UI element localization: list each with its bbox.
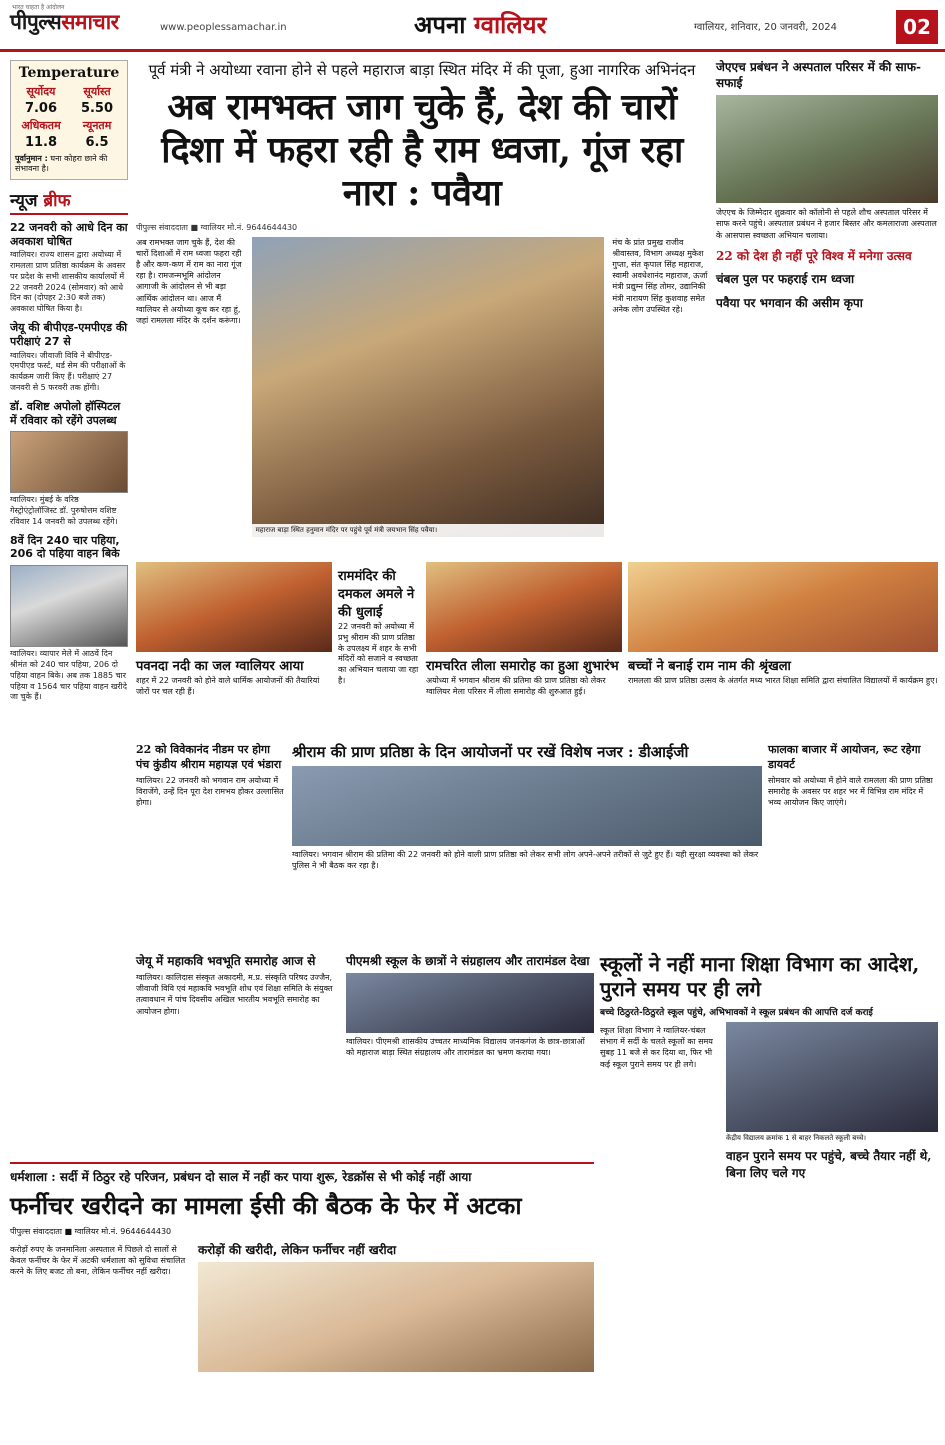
story-text: 22 जनवरी को अयोध्या में प्रभु श्रीराम की प्राण प्रतिष्ठा के उपलक्ष्य में शहर के सभी मंदिरों को सजाने व स्वच्छता का अभियान चलाया जा रहा है।	[338, 622, 419, 685]
story-title: रामचरित लीला समारोह का हुआ शुभारंभ	[426, 659, 619, 674]
section-title-part-2: ग्वालियर	[473, 10, 547, 39]
ramlila-photo	[426, 562, 622, 652]
story-children-chain[interactable]	[628, 562, 938, 718]
brief-title: डॉ. वशिष्ट अपोलो हॉस्पिटल में रविवार को रहेंगे उपलब्ध	[10, 399, 121, 427]
cleaning-photo	[716, 95, 938, 203]
furniture-text: करोड़ों रुपए के जनमानिला अस्पताल में पिछले दो सालों से केवल फर्नीचर के फेर में अटकी धर्मशाला को सुविधा संचालित करने के लिए बजट तो बना, लेकिन फर्नीचर नहीं खरीदा।	[10, 1245, 186, 1277]
dig-text: ग्वालियर। भगवान श्रीराम की प्रतिमा की 22 जनवरी को होने वाली प्राण प्रतिष्ठा को लेकर सभी लोग अपने-अपने तरीकों से जुटे हुए हैं। यही सुरक्षा व्यवस्था को लेकर पुलिस ने भी बैठक कर रहा है।	[292, 850, 759, 871]
school-side-title: वाहन पुराने समय पर पहुंचे, बच्चे तैयार नहीं थे, बिना लिए चले गए	[726, 1149, 932, 1180]
news-brief-header	[10, 188, 128, 215]
sunrise-label: सूर्योदय	[26, 85, 56, 98]
brief-text: ग्वालियर। मुंबई के वरिष्ठ गेस्ट्रोएंट्रोलॉजिस्ट डॉ. पुरुषोत्तम वशिष्ट रविवार 14 जनवरी को उपलब्ध रहेंगे।	[10, 495, 118, 526]
story-title: 22 को विवेकानंद नीडम पर होगा पंच कुंडीय श्रीराम महायज्ञ एवं भंडारा	[136, 743, 282, 771]
lead-photo-caption: महाराज बाड़ा स्थित हनुमान मंदिर पर पहुंचे पूर्व मंत्री जयभान सिंह पवैया।	[252, 524, 605, 537]
brief-item[interactable]	[10, 321, 128, 394]
school-photo-col	[726, 1022, 938, 1181]
brief-title: 8वें दिन 240 चार पहिया, 206 दो पहिया वाहन बिके	[10, 533, 120, 561]
brief-title: 22 जनवरी को आधे दिन का अवकाश घोषित	[10, 220, 128, 248]
building-photo	[198, 1262, 594, 1372]
logo-part-1: पीपुल्स	[10, 9, 62, 34]
school-text: स्कूल शिक्षा विभाग ने ग्वालियर-चंबल संभाग में सर्दी के चलते स्कूलों का समय सुबह 11 बजे से कर दिया था, फिर भी कई स्कूल पुराने समय पर ही लगे।	[600, 1026, 713, 1069]
lead-photo	[252, 237, 605, 537]
furniture-photo-col	[198, 1241, 594, 1372]
story-title: फालका बाजार में आयोजन, रूट रहेगा डायवर्ट	[768, 743, 921, 771]
river-water-photo	[136, 562, 332, 652]
story-river-water[interactable]	[136, 562, 332, 718]
logo-part-2: समाचार	[61, 9, 119, 34]
right-text: जेएएच के जिम्मेदार शुक्रवार को कॉलोनी से पहले शौच अस्पताल परिसर में साफ करने पहुंचे। अस्पताल प्रबंधन ने हजार बिस्तर और कमलाराजा अस्पताल के आसपास स्वच्छता अभियान चलाया।	[716, 208, 937, 240]
news-brief-label-2: ब्रीफ	[43, 190, 71, 211]
right-column	[716, 60, 938, 312]
story-title: राममंदिर की दमकल अमले ने की धुलाई	[338, 569, 415, 620]
section-title	[414, 8, 546, 41]
furniture-kicker: धर्मशाला : सर्दी में ठिठुर रहे परिजन, प्रबंधन दो साल में नहीं कर पाया शुरू, रेडक्रॉस से भी कोई नहीं आया	[10, 1170, 472, 1184]
tagline: भारत चाहता है आंदोलन	[12, 4, 65, 11]
forecast-text: घना कोहरा छाने की संभावना है।	[15, 154, 108, 174]
dig-meeting-photo	[292, 766, 762, 846]
brief-text: ग्वालियर। व्यापार मेले में आठवें दिन श्रीमंत को 240 चार पहिया, 206 दो पहिया वाहन बिके। अब तक 1885 चार पहिया व 1564 चार पहिया वाहन खरीदे जा चुके हैं।	[10, 649, 127, 702]
sunset-label: सूर्यास्त	[83, 85, 111, 98]
temperature-grid	[15, 84, 123, 150]
masthead	[0, 0, 945, 52]
furniture-headline: फर्नीचर खरीदने का मामला ईसी की बैठक के फेर में अटका	[10, 1191, 522, 1220]
right-headline[interactable]: जेएएच प्रबंधन ने अस्पताल परिसर में की साफ-सफाई	[716, 60, 921, 90]
story-text: ग्वालियर। कालिदास संस्कृत अकादमी, म.प्र. संस्कृति परिषद उज्जैन, जीवाजी विवि एवं महाकवि भवभूति शोध एवं शिक्षा समिति के संयुक्त तत्वावधान में पांच दिवसीय अखिल भारतीय भवभूति समारोह का आयोजन होगा।	[136, 973, 333, 1016]
brief-item[interactable]	[10, 400, 128, 528]
story-text: अयोध्या में भगवान श्रीराम की प्रतिमा की प्राण प्रतिष्ठा को लेकर ग्वालियर मेला परिसर में लीला समारोह की शुरुआत हुई।	[426, 676, 606, 696]
students-photo	[346, 973, 594, 1033]
story-title: बच्चों ने बनाई राम नाम की श्रृंखला	[628, 659, 791, 674]
school-headline: स्कूलों ने नहीं माना शिक्षा विभाग का आदेश, पुराने समय पर ही लगे	[600, 952, 920, 1001]
lead-headline[interactable]: अब रामभक्त जाग चुके हैं, देश की चारों दिशा में फहरा रही है राम ध्वजा, गूंज रहा नारा : पवैया	[161, 86, 683, 215]
story-text: सोमवार को अयोध्या में होने वाले रामलला की प्राण प्रतिष्ठा समारोह के अवसर पर शहर भर में विभिन्न राम मंदिर में भव्य आयोजन किए जाएंगे।	[768, 776, 933, 808]
website-link[interactable]: www.peoplessamachar.in	[160, 22, 287, 33]
children-photo	[628, 562, 938, 652]
right-headline-3[interactable]: चंबल पुल पर फहराई राम ध्वजा	[716, 272, 855, 287]
pmshri-story[interactable]	[346, 952, 594, 1058]
right-headline-4[interactable]: पवैया पर भगवान की असीम कृपा	[716, 295, 863, 310]
dateline: ग्वालियर, शनिवार, 20 जनवरी, 2024	[694, 22, 838, 33]
temperature-title: Temperature	[18, 65, 120, 81]
story-ramlila[interactable]	[426, 562, 622, 718]
school-children-photo	[726, 1022, 938, 1132]
furniture-story[interactable]	[10, 1162, 594, 1372]
dig-title: श्रीराम की प्राण प्रतिष्ठा के दिन आयोजनों पर रखें विशेष नजर : डीआईजी	[292, 743, 689, 761]
min-temp-value: 6.5	[85, 135, 109, 150]
school-photo-caption: केंद्रीय विद्यालय क्रमांक 1 से बाहर निकलते स्कूली बच्चे।	[726, 1134, 867, 1142]
brief-item[interactable]	[10, 534, 128, 703]
school-text-col	[600, 1022, 720, 1181]
furniture-text-col	[10, 1241, 190, 1372]
yagna-story[interactable]	[136, 742, 286, 809]
story-temple-wash[interactable]	[338, 562, 420, 718]
lead-body	[136, 237, 708, 537]
doctor-photo	[10, 431, 128, 493]
sunset-value: 5.50	[80, 101, 114, 116]
brief-title: जेयू की बीपीएड-एमपीएड की परीक्षाएं 27 से	[10, 321, 128, 348]
lead-kicker: पूर्व मंत्री ने अयोध्या रवाना होने से पहले महाराज बाड़ा स्थित मंदिर में की पूजा, हुआ नागरिक अभिनंदन	[148, 61, 696, 79]
lead-column-a: अब रामभक्त जाग चुके हैं, देश की चारों दिशाओं में राम ध्वजा फहरा रही है और कण-कण में राम का नारा गूंज रहा है। रामजन्मभूमि आंदोलन आगाजी के आंदोलन से भी बड़ा आर्थिक आंदोलन था। आज मैं ग्वालियर से अयोध्या कूच कर रहा हूं, जहां रामलला मंदिर के दर्शन करूंगा।	[136, 237, 242, 325]
forecast	[15, 154, 123, 175]
lead-column-b: मंच के प्रांत प्रमुख राजीव श्रीवास्तव, विभाग अध्यक्ष मुकेश गुप्ता, संत कृपाल सिंह महाराज, स्वामी अवधेशानंद महाराज, ऊर्जा मंत्री प्रद्युम्न सिंह तोमर, उद्यानिकी मंत्री नारायण सिंह कुशवाह समेत अनेक लोग उपस्थित रहे।	[612, 237, 708, 314]
dig-story[interactable]	[292, 742, 762, 871]
lead-byline: पीपुल्स संवाददाता ■ ग्वालियर मो.नं. 9644644430	[136, 222, 298, 232]
newspaper-logo[interactable]	[10, 8, 119, 36]
story-title: जेयू में महाकवि भवभूति समारोह आज से	[136, 954, 316, 968]
sunrise-value: 7.06	[24, 101, 58, 116]
brief-text: ग्वालियर। जीवाजी विवि ने बीपीएड-एमपीएड फर्स्ट, थर्ड सेम की परीक्षाओं के कार्यक्रम जारी किए हैं। परीक्षाएं 27 जनवरी से 5 फरवरी तक होंगी।	[10, 350, 126, 392]
story-text: रामलला की प्राण प्रतिष्ठा उत्सव के अंतर्गत मध्य भारत शिक्षा समिति द्वारा संचालित विद्यालयों में कार्यक्रम हुए।	[628, 676, 938, 685]
story-text: शहर में 22 जनवरी को होने वाले धार्मिक आयोजनों की तैयारियां जोरों पर चल रही हैं।	[136, 676, 320, 696]
forecast-label: पूर्वानुमान :	[15, 154, 48, 163]
max-temp-label: अधिकतम	[21, 119, 61, 132]
bhavbhuti-story[interactable]	[136, 952, 340, 1017]
story-title: पीएमश्री स्कूल के छात्रों ने संग्रहालय और तारामंडल देखा	[346, 954, 590, 968]
furniture-body	[10, 1241, 594, 1372]
car-photo	[10, 565, 128, 647]
brief-text: ग्वालियर। राज्य शासन द्वारा अयोध्या में रामलला प्राण प्रतिष्ठा कार्यक्रम के अवसर पर प्रदेश के सभी शासकीय कार्यालयों में 22 जनवरी 2024 (सोमवार) को आधे दिन का (दोपहर 2:30 बजे तक) अवकाश घोषित किया है।	[10, 250, 126, 314]
page-number: 02	[896, 10, 938, 44]
furniture-sub: करोड़ों की खरीदी, लेकिन फर्नीचर नहीं खरीदा	[198, 1243, 397, 1257]
section-title-part-1: अपना	[414, 10, 466, 39]
news-brief-label-1: न्यूज	[10, 190, 38, 211]
furniture-byline: पीपुल्स संवाददाता ■ ग्वालियर मो.नं. 9644644430	[10, 1227, 172, 1236]
route-diversion-story[interactable]	[768, 742, 938, 809]
story-text: ग्वालियर। पीएमश्री शासकीय उच्चतर माध्यमिक विद्यालय जनकगंज के छात्र-छात्राओं को महाराज बाड़ा स्थित संग्रहालय और तारामंडल का भ्रमण कराया गया।	[346, 1037, 585, 1058]
right-headline-2[interactable]: 22 को देश ही नहीं पूरे विश्व में मनेगा उत्सव	[716, 248, 912, 263]
brief-item[interactable]	[10, 221, 128, 315]
story-title: पवनदा नदी का जल ग्वालियर आया	[136, 659, 304, 674]
story-text: ग्वालियर। 22 जनवरी को भगवान राम अयोध्या में विराजेंगे, उन्हें दिन पूरा देश रामभय होकर उल्लासित होगा।	[136, 776, 284, 808]
school-kicker: बच्चे ठिठुरते-ठिठुरते स्कूल पहुंचे, अभिभावकों ने स्कूल प्रबंधन की आपत्ति दर्ज कराई	[600, 1008, 873, 1018]
lead-article	[136, 60, 708, 537]
max-temp-value: 11.8	[24, 135, 58, 150]
min-temp-label: न्यूनतम	[82, 119, 112, 132]
school-body	[600, 1022, 938, 1181]
temperature-box	[10, 60, 128, 180]
school-story[interactable]	[600, 952, 938, 1181]
